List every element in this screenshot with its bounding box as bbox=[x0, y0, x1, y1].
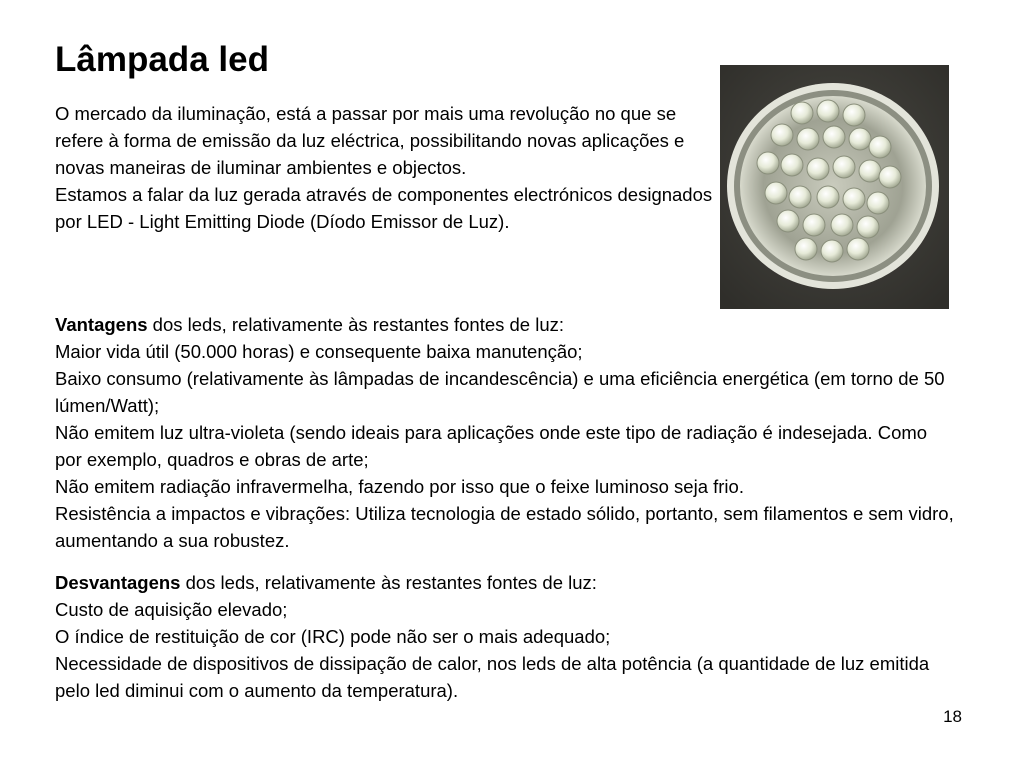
led-dot bbox=[833, 156, 855, 178]
advantage-item: Baixo consumo (relativamente às lâmpadas de incandescência) e uma eficiência energética (em torno de 50 lúmen/Watt); bbox=[55, 368, 945, 416]
disadvantages-heading-line bbox=[55, 569, 955, 596]
led-dot bbox=[757, 152, 779, 174]
advantage-item: Não emitem luz ultra-violeta (sendo ideais para aplicações onde este tipo de radiação é indesejada. Como por exemplo, quadros e obras de arte; bbox=[55, 422, 928, 470]
advantage-item: Maior vida útil (50.000 horas) e consequente baixa manutenção; bbox=[55, 341, 583, 362]
led-dot bbox=[859, 160, 881, 182]
intro-paragraph: Estamos a falar da luz gerada através de componentes electrónicos designados por LED - Light Emitting Diode (Díodo Emissor de Luz). bbox=[55, 184, 713, 232]
disadvantage-item: Necessidade de dispositivos de dissipação de calor, nos leds de alta potência (a quantidade de luz emitida pelo led diminui com o aumento da temperatura). bbox=[55, 653, 930, 701]
led-dot bbox=[789, 186, 811, 208]
led-dot bbox=[847, 238, 869, 260]
advantages-heading: Vantagens bbox=[55, 314, 148, 335]
disadvantages-heading-rest: dos leds, relativamente às restantes fontes de luz: bbox=[180, 572, 597, 593]
led-dot bbox=[821, 240, 843, 262]
led-lamp-image bbox=[720, 65, 949, 309]
disadvantages-heading: Desvantagens bbox=[55, 572, 181, 593]
intro-paragraph: O mercado da iluminação, está a passar por mais uma revolução no que se refere à forma de emissão da luz eléctrica, possibilitando novas aplicações e novas maneiras de iluminar ambientes e objectos. bbox=[55, 103, 685, 178]
led-dot bbox=[795, 238, 817, 260]
led-dot bbox=[817, 186, 839, 208]
led-dot bbox=[781, 154, 803, 176]
advantages-heading-rest: dos leds, relativamente às restantes fontes de luz: bbox=[147, 314, 565, 335]
led-dot bbox=[777, 210, 799, 232]
led-dot bbox=[765, 182, 787, 204]
disadvantages-section bbox=[55, 569, 955, 704]
advantages-section bbox=[55, 311, 955, 554]
led-dot bbox=[831, 214, 853, 236]
led-lamp-photo bbox=[720, 65, 949, 309]
advantage-item: Resistência a impactos e vibrações: Utiliza tecnologia de estado sólido, portanto, sem filamentos e sem vidro, aumentando a sua robustez. bbox=[55, 503, 954, 551]
intro-text bbox=[55, 100, 715, 235]
led-dot bbox=[857, 216, 879, 238]
slide-title: Lâmpada led bbox=[55, 40, 269, 79]
page-number: 18 bbox=[943, 707, 962, 726]
led-dot bbox=[817, 100, 839, 122]
led-dot bbox=[843, 188, 865, 210]
led-dot bbox=[879, 166, 901, 188]
led-dot bbox=[849, 128, 871, 150]
led-dot bbox=[797, 128, 819, 150]
disadvantage-item: O índice de restituição de cor (IRC) pode não ser o mais adequado; bbox=[55, 626, 611, 647]
led-dot bbox=[867, 192, 889, 214]
led-dot bbox=[807, 158, 829, 180]
led-dot bbox=[843, 104, 865, 126]
led-dot bbox=[823, 126, 845, 148]
advantage-item: Não emitem radiação infravermelha, fazendo por isso que o feixe luminoso seja frio. bbox=[55, 476, 744, 497]
advantages-heading-line bbox=[55, 311, 955, 338]
led-dot bbox=[791, 102, 813, 124]
led-dot bbox=[771, 124, 793, 146]
disadvantage-item: Custo de aquisição elevado; bbox=[55, 599, 288, 620]
led-dot bbox=[803, 214, 825, 236]
led-dot bbox=[869, 136, 891, 158]
